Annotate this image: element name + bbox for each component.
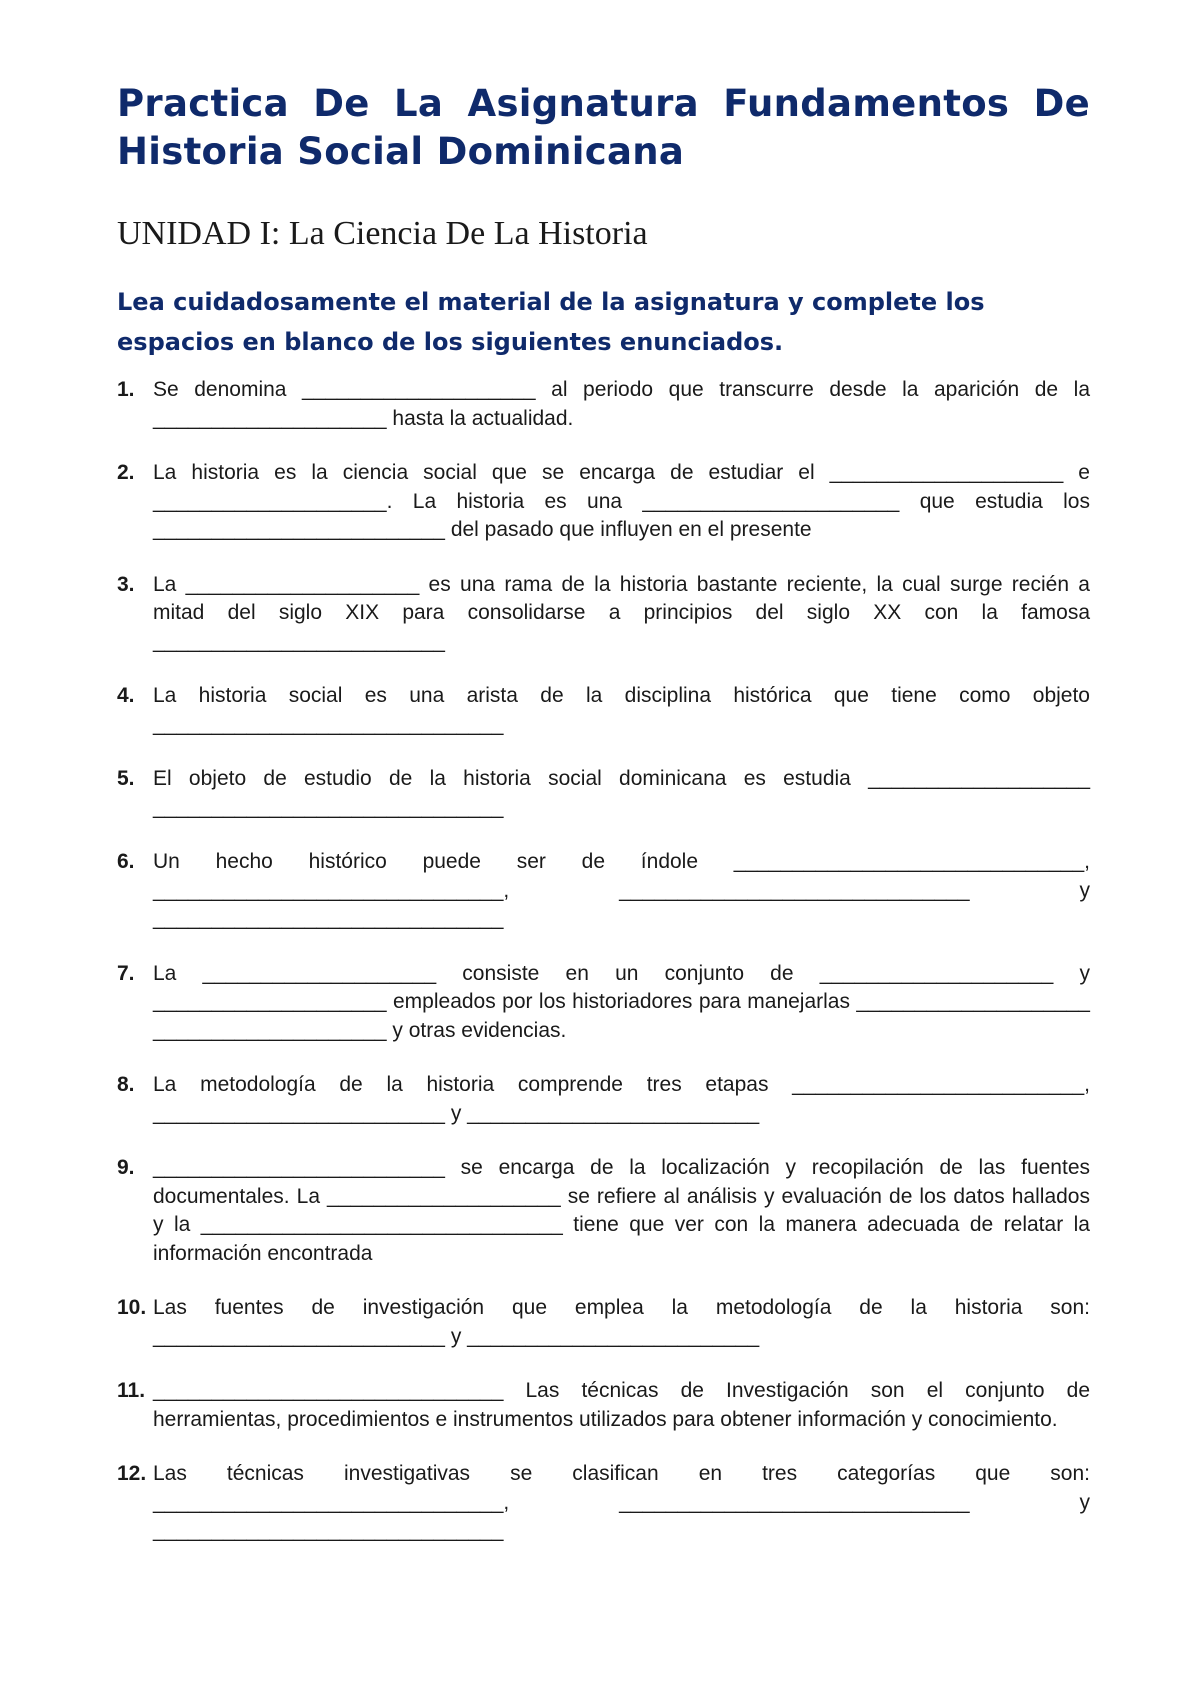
question-text: La historia es la ciencia social que se encarga de estudiar el ____________________ e ____________________. La historia es una ______________________ que estudia los _________________________ del pasado que influyen en el presente [153,461,1090,541]
question-number: 7. [117,961,135,985]
question-item [117,1071,1090,1128]
question-text: La historia social es una arista de la disciplina histórica que tiene como objeto ______________________________ [153,684,1090,736]
document-title: Practica De La Asignatura Fundamentos De Historia Social Dominicana [117,82,1090,173]
question-item [117,848,1090,934]
question-text: Un hecho histórico puede ser de índole ______________________________, ______________________________, ______________________________ y ______________________________ [153,850,1090,930]
question-item [117,1460,1090,1546]
question-number: 1. [117,378,135,401]
question-item [117,571,1090,657]
question-number: 5. [117,767,135,790]
question-text: ______________________________ Las técnicas de Investigación son el conjunto de herramientas, procedimientos e instrumentos utilizados para obtener información y conocimiento. [153,1379,1090,1431]
question-text: La ____________________ es una rama de la historia bastante reciente, la cual surge recién a mitad del siglo XIX para consolidarse a principios del siglo XX con la famosa _________________________ [153,572,1090,653]
question-number: 3. [117,572,135,596]
question-number: 12. [117,1462,147,1485]
question-text: Las fuentes de investigación que emplea la metodología de la historia son: _________________________ y _________________________ [153,1296,1090,1348]
instructions: Lea cuidadosamente el material de la asignatura y complete los espacios en blanco de los siguientes enunciados. [117,288,985,356]
question-text: El objeto de estudio de la historia social dominicana es estudia ___________________ ______________________________ [153,767,1090,819]
question-item [117,459,1090,545]
question-number: 9. [117,1156,135,1179]
question-number: 10. [117,1296,147,1319]
question-number: 8. [117,1073,135,1096]
question-item [117,682,1090,739]
question-number: 11. [117,1379,146,1402]
question-item [117,765,1090,822]
unit-heading: UNIDAD I: La Ciencia De La Historia [117,215,648,252]
question-item [117,1154,1090,1268]
question-number: 6. [117,850,135,873]
question-text: _________________________ se encarga de la localización y recopilación de las fuentes documentales. La ____________________ se refiere al análisis y evaluación de los datos hallados y la _______________________________ tiene que ver con la manera adecuada de relatar la información encontrada [153,1156,1090,1265]
question-text: Las técnicas investigativas se clasifican en tres categorías que son: ______________________________, ______________________________ y ______________________________ [153,1462,1090,1542]
question-item [117,1377,1090,1434]
question-number: 2. [117,461,135,484]
question-number: 4. [117,684,135,707]
question-text: La metodología de la historia comprende tres etapas _________________________, _________________________ y _________________________ [153,1073,1090,1125]
question-text: Se denomina ____________________ al periodo que transcurre desde la aparición de la ____________________ hasta la actualidad. [153,378,1090,430]
question-text: La ____________________ consiste en un conjunto de ____________________ y ____________________ empleados por los historiadores para manejarlas ____________________ ____________________ y otras evidencias. [153,961,1090,1042]
question-list [117,376,1090,1546]
question-item [117,960,1090,1046]
question-item [117,1294,1090,1351]
question-item [117,376,1090,433]
